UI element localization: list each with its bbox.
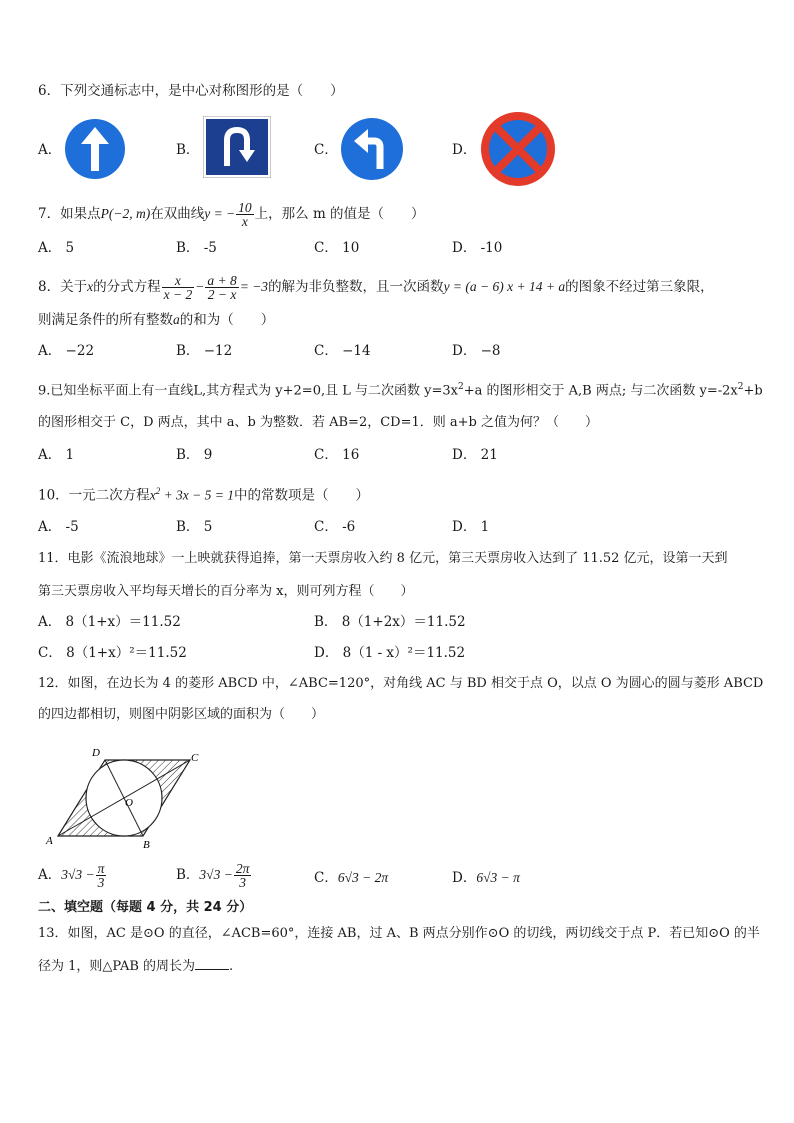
q7-option-d: D． -10 <box>452 240 503 256</box>
q11-stem-line2: 第三天票房收入平均每天增长的百分率为 x，则可列方程（ ） <box>38 584 414 599</box>
no-stopping-cross-icon <box>476 111 560 191</box>
q8-minus: − <box>195 279 205 294</box>
q8-var: x <box>87 279 94 294</box>
q7-stem <box>38 201 425 228</box>
q11-option-d: D． 8（1 - x）²＝11.52 <box>314 645 466 661</box>
q12-option-d-expr: 6√3 − π <box>476 870 520 885</box>
q12-option-c <box>314 869 388 887</box>
q8-mid1: 的分式方程 <box>93 279 161 295</box>
q12-stem-line2: 的四边都相切，则图中阴影区域的面积为（ ） <box>38 707 325 722</box>
q8-f1-num: x <box>162 274 195 288</box>
q8-mid2: 的解为非负整数，且一次函数 <box>268 279 444 295</box>
q8-f2-den: 2 − x <box>207 287 237 302</box>
figure-label-b: B <box>143 839 150 851</box>
q7-option-c: C． 10 <box>314 240 360 256</box>
q8-option-a: A． −22 <box>38 343 95 359</box>
q8-fraction-2 <box>205 274 238 301</box>
q10-eq-b: + 3x − 5 = 1 <box>160 487 235 503</box>
rhombus-figure <box>40 744 210 858</box>
q8-pre: 8．关于 <box>38 279 88 295</box>
q12-option-b <box>176 862 252 889</box>
q8-stem-line1 <box>38 274 714 301</box>
q12-option-a <box>38 862 107 889</box>
figure-label-d: D <box>92 747 100 759</box>
q10-option-d: D． 1 <box>452 519 490 535</box>
q9-option-b: B． 9 <box>176 447 213 463</box>
q7-post: 上，那么 m 的值是（ ） <box>254 206 425 222</box>
figure-label-a: A <box>46 835 53 847</box>
q10-pre: 10．一元二次方程 <box>38 487 150 504</box>
q8-option-b: B． −12 <box>176 343 233 359</box>
q7-point: P(−2, m) <box>100 206 151 221</box>
q9-line1-post: +b <box>743 383 763 399</box>
figure-label-o: O <box>125 797 133 809</box>
q7-option-a: A． 5 <box>38 240 75 256</box>
q13-stem-line1: 13．如图，AC 是⊙O 的直径，∠ACB=60°，连接 AB，过 A、B 两点分别作⊙O 的切线，两切线交于点 P．若已知⊙O 的半 <box>38 926 760 941</box>
q8-line2-var: a <box>173 312 180 327</box>
q8-f2-num: a + 8 <box>207 273 237 288</box>
q10-option-c: C． -6 <box>314 519 356 535</box>
q7-pre: 7．如果点 <box>38 206 101 222</box>
q9-stem-line1 <box>38 378 763 400</box>
q10-sup: 2 <box>155 486 161 496</box>
q13-line2-post: . <box>229 959 234 974</box>
q9-option-d: D． 21 <box>452 447 498 463</box>
straight-ahead-arrow-icon <box>64 118 126 184</box>
q8-function: y = (a − 6) x + 14 + a <box>443 279 566 294</box>
q11-option-c: C． 8（1+x）²＝11.52 <box>38 645 187 661</box>
q11-stem-line1: 11．电影《流浪地球》一上映就获得追捧，第一天票房收入约 8 亿元，第三天票房收入达到了 11.52 亿元，设第一天到 <box>38 551 728 566</box>
q9-sup2: 2 <box>737 382 744 392</box>
q7-eq-lhs: y = − <box>204 206 236 221</box>
q8-line2-post: 的和为（ ） <box>179 312 275 328</box>
q12-option-a-label: A． <box>38 867 62 883</box>
q10-option-a: A． -5 <box>38 519 79 535</box>
q12-option-a-expr: 3√3 − <box>61 867 95 882</box>
q7-option-b: B． -5 <box>176 240 217 256</box>
q12-option-a-frac <box>96 862 107 889</box>
q12-option-b-num: 2π <box>235 861 250 876</box>
q7-mid: 在双曲线 <box>150 206 205 222</box>
q10-option-b: B． 5 <box>176 519 213 535</box>
q7-frac-num: 10 <box>238 200 252 215</box>
q9-option-a: A． 1 <box>38 447 75 463</box>
q12-option-b-den: 3 <box>239 875 246 890</box>
q13-line2-pre: 径为 1，则△PAB 的周长为 <box>38 959 196 974</box>
q11-option-a: A． 8（1+x）＝11.52 <box>38 614 181 630</box>
q6-stem: 6．下列交通标志中，是中心对称图形的是（ ） <box>38 83 344 99</box>
q6-option-b-label: B． <box>176 142 200 158</box>
q12-stem-line1: 12．如图，在边长为 4 的菱形 ABCD 中，∠ABC=120°，对角线 AC 与 BD 相交于点 O，以点 O 为圆心的圆与菱形 ABCD <box>38 676 764 691</box>
q10-eq-a: x <box>149 487 156 503</box>
q12-option-d-label: D． <box>452 870 477 886</box>
q12-option-b-frac <box>234 862 252 889</box>
q8-f1-den: x − 2 <box>163 287 193 302</box>
q12-option-a-num: π <box>97 861 105 876</box>
q10-stem <box>38 482 369 505</box>
q8-rhs: = −3 <box>239 279 269 294</box>
q12-option-a-den: 3 <box>97 875 105 890</box>
figure-label-c: C <box>191 752 199 764</box>
q8-line2-pre: 则满足条件的所有整数 <box>38 312 173 328</box>
q9-line1-pre: 9.已知坐标平面上有一直线L,其方程式为 y+2=0,且 L 与二次函数 y=3x <box>38 383 458 399</box>
q8-fraction-1 <box>162 274 195 301</box>
q9-sup1: 2 <box>457 382 464 392</box>
turn-left-arrow-icon <box>340 117 404 185</box>
q8-post: 的图象不经过第三象限， <box>565 279 714 295</box>
q8-stem-line2 <box>38 311 274 329</box>
q6-option-a-label: A． <box>38 142 62 158</box>
q12-option-b-expr: 3√3 − <box>199 867 233 882</box>
q7-fraction <box>236 201 254 228</box>
q9-stem-line2: 的图形相交于 C，D 两点，其中 a、b 为整数．若 AB=2，CD=1．则 a+b 之值为何？（ ） <box>38 415 598 430</box>
q6-option-d-label: D． <box>452 142 477 158</box>
q6-option-c-label: C． <box>314 142 338 158</box>
q12-option-d <box>452 869 520 887</box>
q10-post: 中的常数项是（ ） <box>234 487 370 504</box>
q12-option-b-label: B． <box>176 867 200 883</box>
section-heading-fill-in: 二、填空题（每题 4 分，共 24 分） <box>38 900 253 915</box>
answer-blank[interactable] <box>195 969 229 970</box>
q11-option-b: B． 8（1+2x）＝11.52 <box>314 614 466 630</box>
q7-frac-den: x <box>241 214 248 229</box>
q12-option-c-label: C． <box>314 870 338 886</box>
q9-line1-mid: +a 的图形相交于 A,B 两点; 与二次函数 y=-2x <box>463 383 738 399</box>
u-turn-icon <box>203 116 271 182</box>
q12-option-c-expr: 6√3 − 2π <box>337 870 389 885</box>
q8-option-d: D． −8 <box>452 343 501 359</box>
q9-option-c: C． 16 <box>314 447 360 463</box>
q8-option-c: C． −14 <box>314 343 371 359</box>
q13-stem-line2 <box>38 958 233 976</box>
